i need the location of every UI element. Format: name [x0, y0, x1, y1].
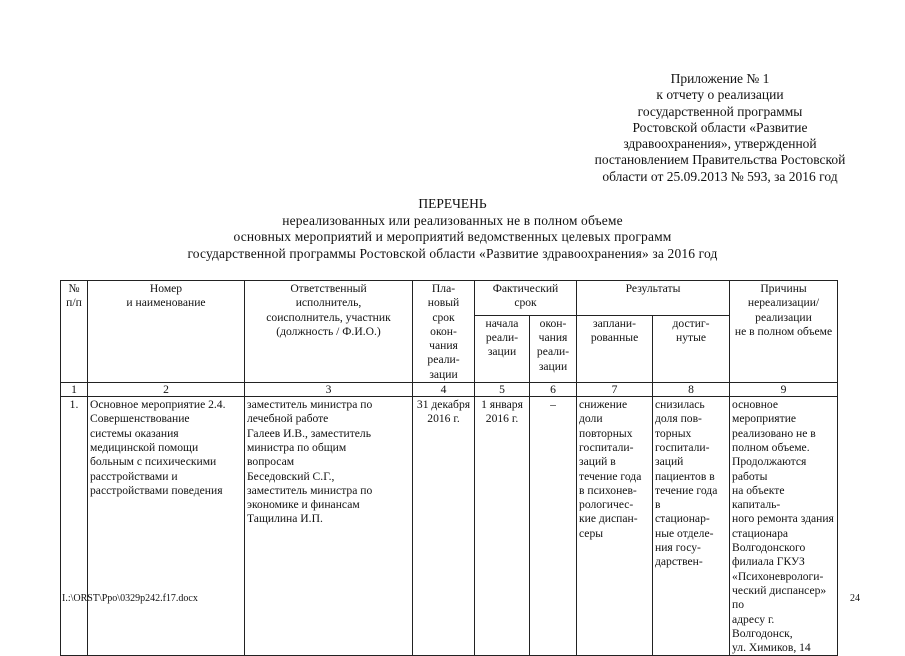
column-number: 6	[530, 383, 577, 397]
row-reasons: основное мероприятие реализовано не в полном объеме. Продолжаются работы на объекте капиталь- ного ремонта здания стационара Волгодонского филиала ГКУЗ «Психоневрологи- ческий диспансер» по адресу г. Волгодонск, ул. Химиков, 14	[730, 397, 838, 656]
row-executor: заместитель министра по лечебной работе Галеев И.В., заместитель министра по общим вопросам Беседовский С.Г., заместитель министра по экономике и финансам Тащилина И.П.	[245, 397, 413, 656]
file-path: I.:\ORST\Ppo\0329p242.f17.docx	[62, 593, 198, 604]
column-number: 4	[413, 383, 475, 397]
appendix-line: постановлением Правительства Ростовской	[594, 152, 846, 168]
column-number: 8	[653, 383, 730, 397]
document-title: ПЕРЕЧЕНЬ	[418, 196, 487, 211]
appendix-line: государственной программы	[637, 103, 803, 119]
column-number: 3	[245, 383, 413, 397]
appendix-line: Ростовской области «Развитие	[632, 119, 808, 135]
header-actual-start: начала реали- зации	[475, 315, 530, 382]
row-planned-term: 31 декабря 2016 г.	[413, 397, 475, 656]
heading-line: нереализованных или реализованных не в полном объеме	[282, 212, 623, 228]
header-actual-term: Фактический срок	[475, 281, 577, 316]
row-num: 1.	[61, 397, 88, 656]
column-number: 7	[577, 383, 653, 397]
header-row	[61, 281, 838, 316]
table-row	[61, 397, 838, 656]
row-actual-end: –	[530, 397, 577, 656]
header-executor: Ответственный исполнитель, соисполнитель, участник (должность / Ф.И.О.)	[245, 281, 413, 383]
header-planned-term: Пла- новый срок окон- чания реали- зации	[413, 281, 475, 383]
column-number: 9	[730, 383, 838, 397]
header-results-achieved: достиг- нутые	[653, 315, 730, 382]
header-actual-end: окон- чания реали- зации	[530, 315, 577, 382]
header-reasons: Причины нереализации/ реализации не в полном объеме	[730, 281, 838, 383]
page-number: 24	[850, 593, 860, 604]
column-number: 1	[61, 383, 88, 397]
row-results-achieved: снизилась доля пов- торных госпитали- заций пациентов в течение года в стационар- ные отделе- ния госу- дарствен-	[653, 397, 730, 656]
column-numbers-row	[61, 383, 838, 397]
row-name: Основное мероприятие 2.4. Совершенствование системы оказания медицинской помощи больным с психическими расстройствами и расстройствами поведения	[88, 397, 245, 656]
heading-line: государственной программы Ростовской области «Развитие здравоохранения» за 2016 год	[187, 245, 718, 261]
row-actual-start: 1 января 2016 г.	[475, 397, 530, 656]
appendix-line: области от 25.09.2013 № 593, за 2016 год	[602, 168, 838, 184]
header-name: Номер и наименование	[88, 281, 245, 383]
appendix-line: здравоохранения», утвержденной	[623, 136, 817, 152]
header-num: № п/п	[61, 281, 88, 383]
column-number: 5	[475, 383, 530, 397]
document-heading	[0, 196, 905, 262]
row-results-planned: снижение доли повторных госпитали- заций в течение года в психонев- рологичес- кие диспан- серы	[577, 397, 653, 656]
appendix-block	[540, 71, 900, 185]
header-results: Результаты	[577, 281, 730, 316]
heading-line: основных мероприятий и мероприятий ведомственных целевых программ	[233, 229, 672, 244]
column-number: 2	[88, 383, 245, 397]
appendix-line: к отчету о реализации	[656, 87, 784, 103]
appendix-line: Приложение № 1	[670, 71, 770, 86]
header-results-planned: заплани- рованные	[577, 315, 653, 382]
